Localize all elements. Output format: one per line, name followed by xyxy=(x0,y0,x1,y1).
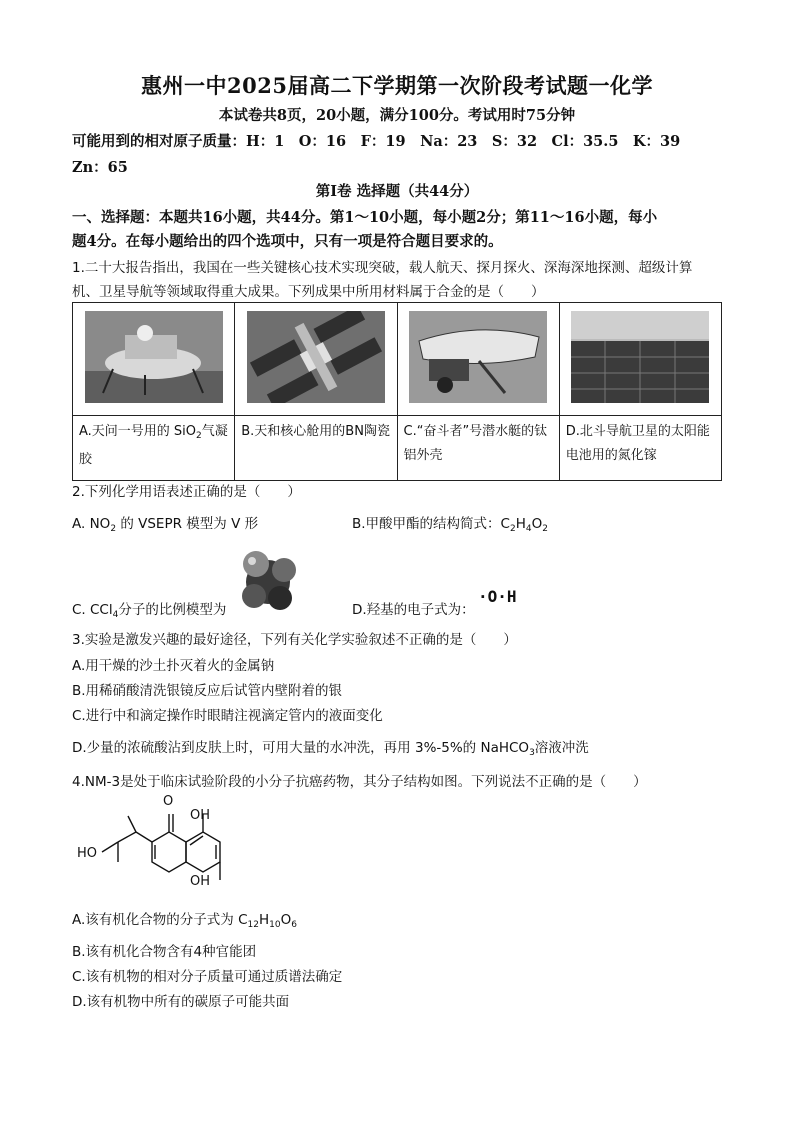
q4-option-c: C.该有机物的相对分子质量可通过质谱法确定 xyxy=(72,969,343,985)
q1-image-cell-d xyxy=(559,303,721,416)
q3-option-c: C.进行中和滴定操作时眼睛注视滴定管内的液面变化 xyxy=(72,708,383,724)
q1-option-b: B.天和核心舱用的BN陶瓷 xyxy=(235,416,397,481)
q4-struct-oh-bottom: OH xyxy=(190,874,211,889)
mars-lander-photo xyxy=(85,311,223,403)
q1-option-c: C.“奋斗者”号潜水艇的钛铝外壳 xyxy=(397,416,559,481)
q4-option-d: D.该有机物中所有的碳原子可能共面 xyxy=(72,994,290,1010)
q2-option-c: C. CCl$_4$分子的比例模型为 xyxy=(72,602,227,620)
q1-image-cell-a xyxy=(73,303,235,416)
q2-stem: 2.下列化学用语表述正确的是（ ） xyxy=(72,484,301,500)
q1-materials-table xyxy=(72,302,722,481)
q1-stem-line2: 机、卫星导航等领域取得重大成果。下列成果中所用材料属于合金的是（ ） xyxy=(72,284,545,300)
q2-option-a: A. $NO_2$ 的 VSEPR 模型为 V 形 xyxy=(72,516,259,534)
atomic-mass-line2: Zn：65 xyxy=(72,159,128,176)
q3-option-d: D.少量的浓硫酸沾到皮肤上时，可用大量的水冲洗，再用 3%-5%的 NaHCO$_3$溶液冲洗 xyxy=(72,740,589,758)
q1-image-cell-b xyxy=(235,303,397,416)
atomic-mass-line1: 可能用到的相对原子质量：H：1 O：16 F：19 Na：23 S：32 Cl：35.5 K：39 xyxy=(72,133,681,150)
ccl4-model-image xyxy=(232,544,302,614)
exam-title: 惠州一中2025届高二下学期第一次阶段考试题一化学 xyxy=(141,73,653,98)
q3-stem: 3.实验是激发兴趣的最好途径，下列有关化学实验叙述不正确的是（ ） xyxy=(72,632,517,648)
nm3-structure-diagram xyxy=(72,790,242,896)
instructions-line2: 题4分。在每小题给出的四个选项中，只有一项是符合题目要求的。 xyxy=(72,233,503,250)
q1-image-cell-c xyxy=(397,303,559,416)
instructions-line1: 一、选择题：本题共16小题，共44分。第1～10小题，每小题2分；第11～16小题，每小 xyxy=(72,209,658,226)
q4-stem: 4.NM-3是处于临床试验阶段的小分子抗癌药物，其分子结构如图。下列说法不正确的是（ ） xyxy=(72,774,647,790)
hydroxyl-electron-formula: ·O·H xyxy=(478,587,517,606)
q4-struct-oh-top: OH xyxy=(190,808,211,823)
q2-option-d: D.羟基的电子式为： xyxy=(352,602,475,618)
q4-struct-o: O xyxy=(163,794,174,809)
q3-option-b: B.用稀硝酸清洗银镜反应后试管内壁附着的银 xyxy=(72,683,343,699)
solar-panel-photo xyxy=(571,311,709,403)
q4-struct-ho: HO xyxy=(77,846,98,861)
q1-option-a: A.天问一号用的 SiO$_2$气凝胶 xyxy=(73,416,235,481)
q4-option-b: B.该有机化合物含有4种官能团 xyxy=(72,944,257,960)
q3-option-a: A.用干燥的沙土扑灭着火的金属钠 xyxy=(72,658,275,674)
submersible-photo xyxy=(409,311,547,403)
space-station-photo xyxy=(247,311,385,403)
q1-stem-line1: 1.二十大报告指出，我国在一些关键核心技术实现突破，载人航天、探月探火、深海深地探测、超级计算 xyxy=(72,260,693,276)
q2-option-b: B.甲酸甲酯的结构简式：$C_2H_4O_2$ xyxy=(352,516,548,534)
exam-subtitle: 本试卷共8页，20小题，满分100分。考试用时75分钟 xyxy=(218,107,576,124)
q1-option-d: D.北斗导航卫星的太阳能电池用的氮化镓 xyxy=(559,416,721,481)
q4-option-a: A.该有机化合物的分子式为 $C_{12}H_{10}O_6$ xyxy=(72,912,297,930)
section-title: 第Ⅰ卷 选择题（共44分） xyxy=(315,183,479,200)
